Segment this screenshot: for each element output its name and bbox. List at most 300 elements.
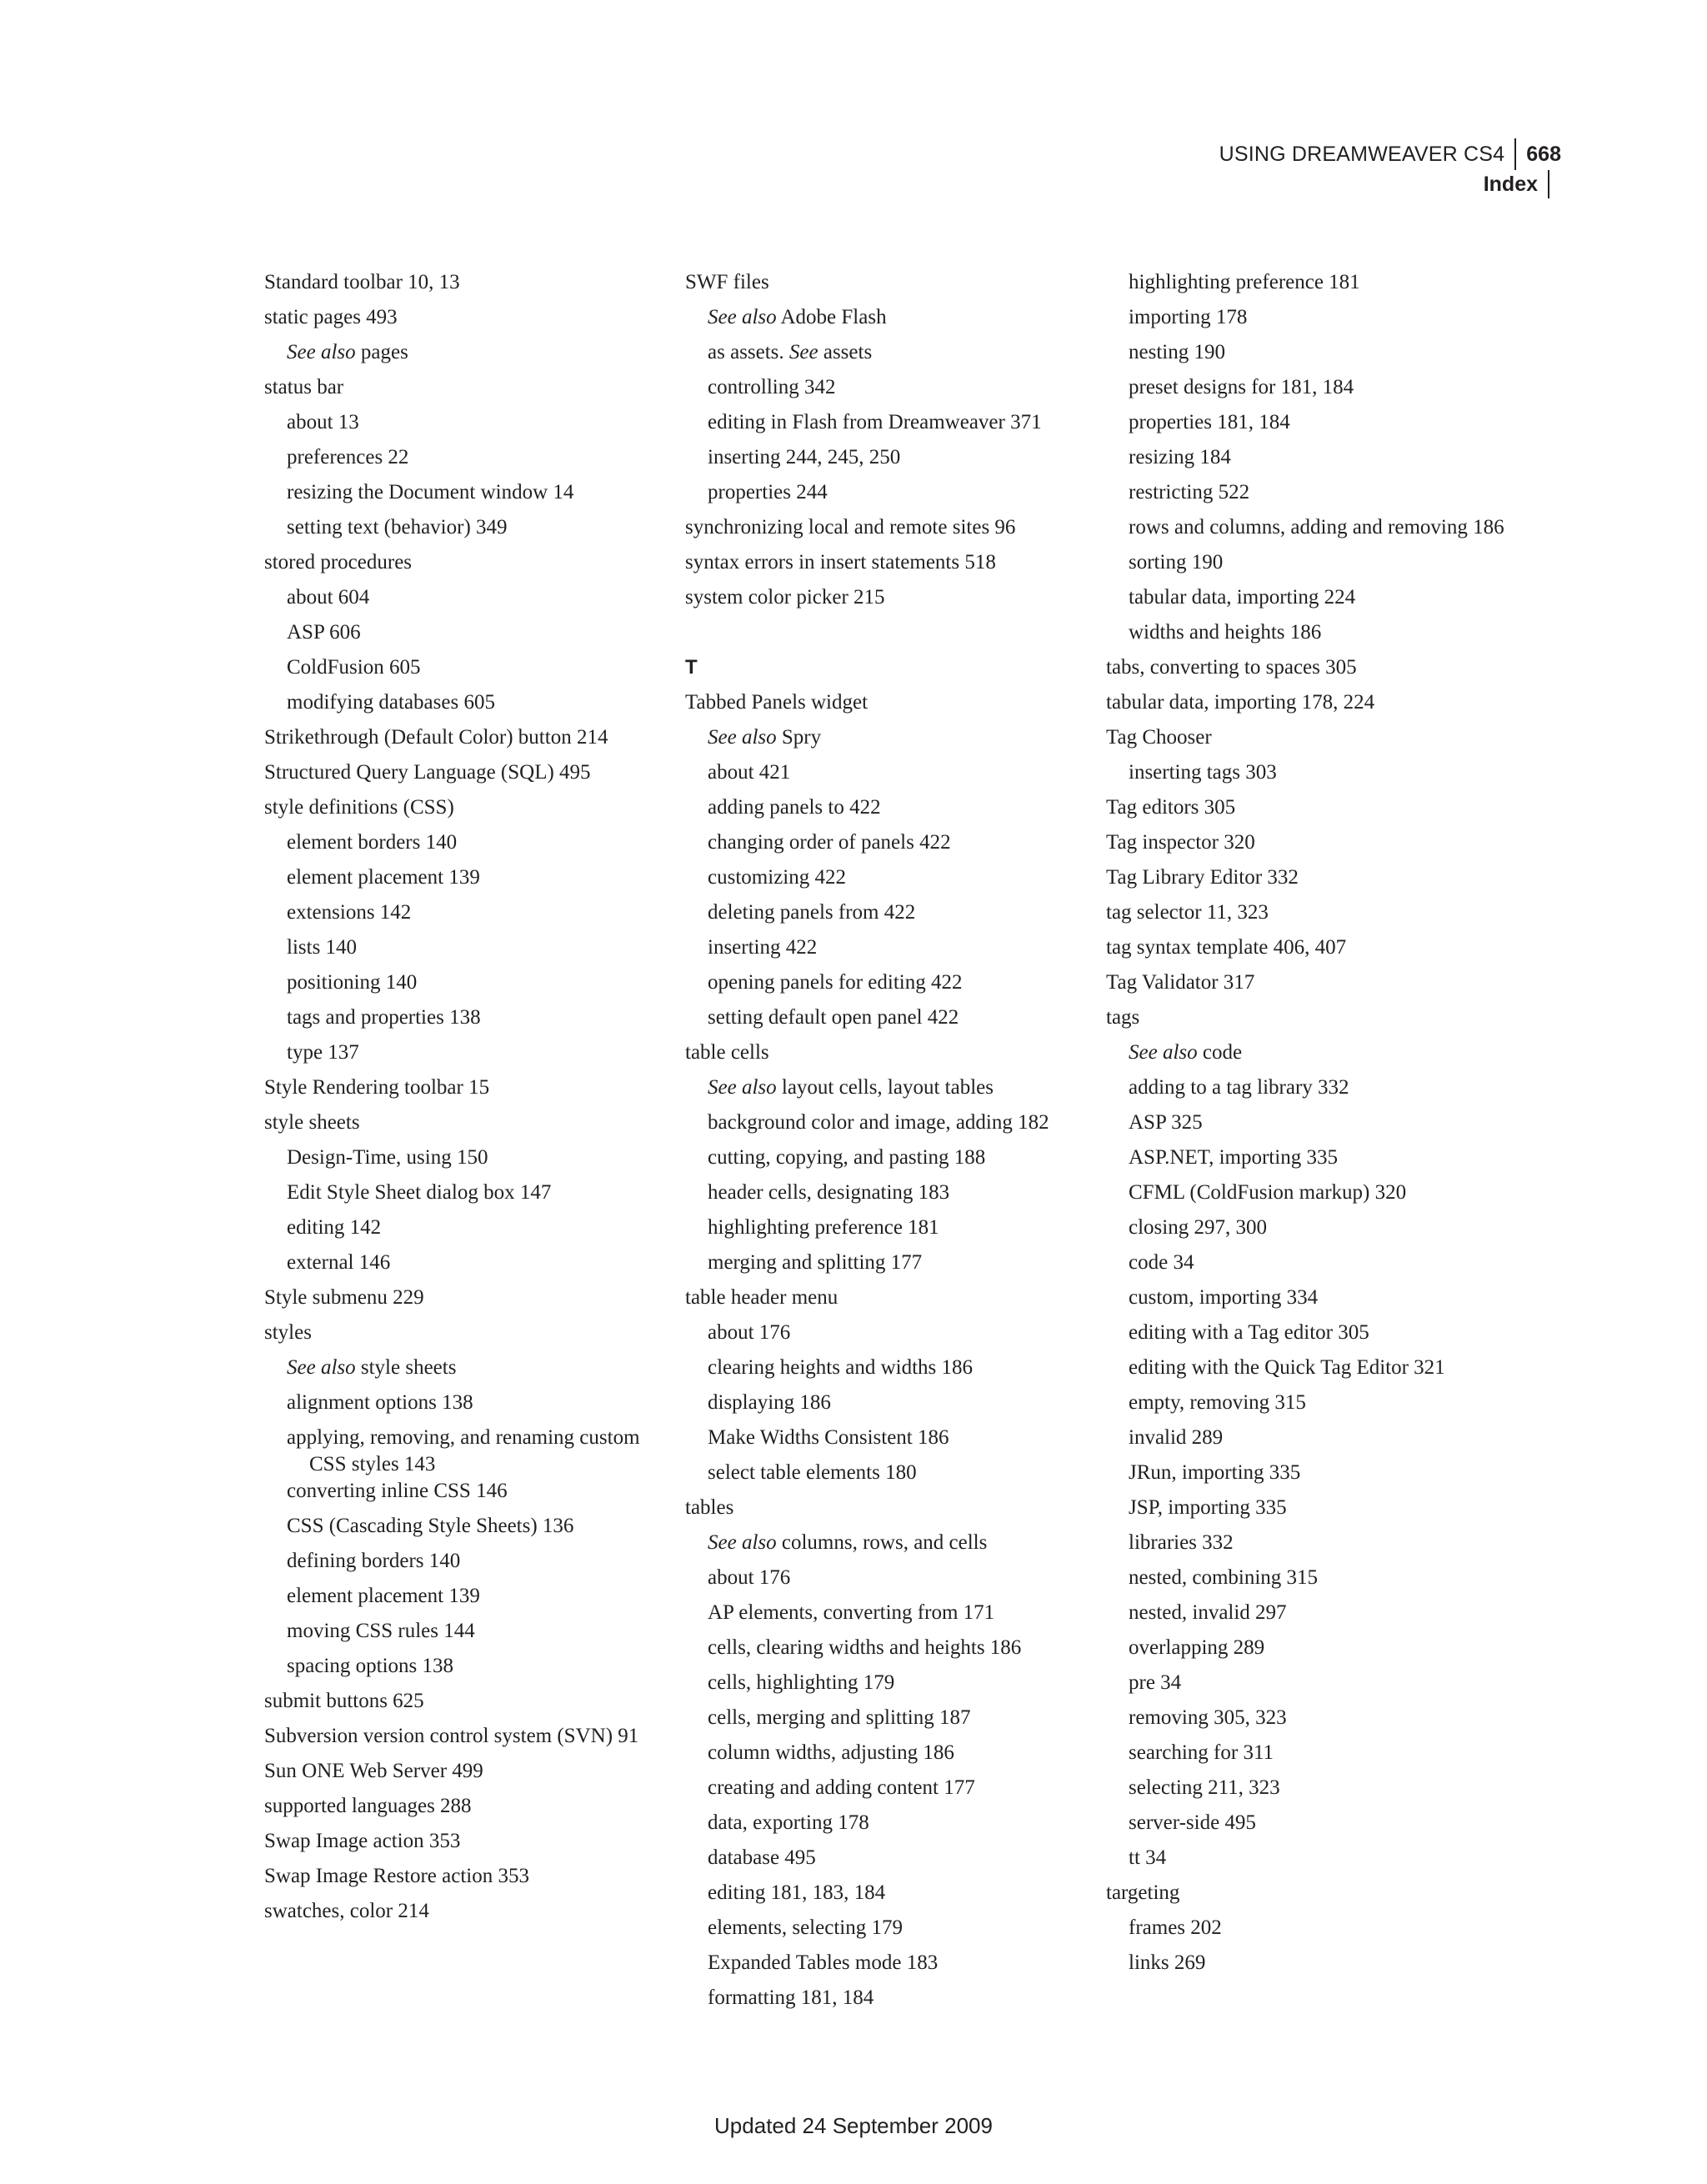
header-rule bbox=[1548, 170, 1561, 198]
index-entry bbox=[264, 1758, 664, 1793]
entry-text: table header menu bbox=[685, 1286, 838, 1309]
entry-text: type 137 bbox=[287, 1041, 359, 1064]
index-subentry bbox=[1106, 1775, 1506, 1810]
entry-text: editing with the Quick Tag Editor 321 bbox=[1129, 1356, 1445, 1379]
entry-text: tag selector 11, 323 bbox=[1106, 901, 1269, 924]
entry-text: Strikethrough (Default Color) button 214 bbox=[264, 726, 608, 749]
index-column-1 bbox=[264, 269, 664, 1933]
entry-text: code bbox=[1197, 1041, 1243, 1064]
index-subentry bbox=[264, 1039, 664, 1074]
index-subentry bbox=[264, 1215, 664, 1250]
index-subentry bbox=[685, 1355, 1085, 1390]
entry-text: select table elements 180 bbox=[708, 1461, 917, 1484]
entry-text: AP elements, converting from 171 bbox=[708, 1601, 995, 1624]
entry-text: merging and splitting 177 bbox=[708, 1251, 923, 1274]
entry-text: importing 178 bbox=[1129, 306, 1248, 328]
index-entry bbox=[1106, 1004, 1506, 1039]
index-subentry bbox=[1106, 549, 1506, 584]
entry-text: style sheets bbox=[355, 1356, 457, 1379]
header-title-row bbox=[1219, 138, 1561, 170]
entry-text: about 176 bbox=[708, 1566, 791, 1589]
entry-text: cells, merging and splitting 187 bbox=[708, 1706, 971, 1729]
index-subentry bbox=[264, 479, 664, 514]
index-subentry bbox=[685, 1145, 1085, 1180]
index-entry bbox=[264, 1074, 664, 1110]
page-number: 668 bbox=[1514, 138, 1561, 170]
entry-text: setting text (behavior) 349 bbox=[287, 516, 508, 538]
index-subentry bbox=[264, 899, 664, 934]
index-subentry bbox=[1106, 1635, 1506, 1670]
entry-text: tables bbox=[685, 1496, 734, 1519]
index-subentry bbox=[264, 584, 664, 619]
index-subentry bbox=[1106, 1425, 1506, 1460]
index-column-3 bbox=[1106, 269, 1506, 1985]
entry-text: syntax errors in insert statements 518 bbox=[685, 551, 996, 574]
index-subentry bbox=[685, 304, 1085, 339]
index-subentry bbox=[1106, 1145, 1506, 1180]
index-subentry bbox=[685, 1600, 1085, 1635]
entry-text: widths and heights 186 bbox=[1129, 621, 1322, 644]
entry-text: element borders 140 bbox=[287, 831, 458, 854]
index-subentry bbox=[264, 1548, 664, 1583]
index-subentry bbox=[685, 1915, 1085, 1950]
entry-text: Tag Library Editor 332 bbox=[1106, 866, 1299, 889]
entry-text: modifying databases 605 bbox=[287, 691, 495, 714]
index-column-2 bbox=[685, 269, 1085, 2020]
entry-text: Adobe Flash bbox=[776, 306, 887, 328]
index-subentry bbox=[685, 1670, 1085, 1705]
entry-text: Tabbed Panels widget bbox=[685, 691, 869, 714]
index-entry bbox=[264, 1828, 664, 1863]
entry-text: static pages 493 bbox=[264, 306, 398, 328]
entry-text: targeting bbox=[1106, 1881, 1180, 1904]
index-subentry bbox=[685, 1985, 1085, 2020]
entry-text: element placement 139 bbox=[287, 1585, 480, 1607]
entry-text: changing order of panels 422 bbox=[708, 831, 951, 854]
entry-text: restricting 522 bbox=[1129, 481, 1250, 503]
index-subentry bbox=[685, 1565, 1085, 1600]
index-subentry bbox=[1106, 339, 1506, 374]
index-entry bbox=[1106, 794, 1506, 829]
entry-text: highlighting preference 181 bbox=[1129, 271, 1360, 293]
entry-text: CSS (Cascading Style Sheets) 136 bbox=[287, 1515, 574, 1537]
index-subentry bbox=[685, 374, 1085, 409]
entry-text: libraries 332 bbox=[1129, 1531, 1234, 1554]
index-subentry bbox=[685, 1775, 1085, 1810]
entry-text: highlighting preference 181 bbox=[708, 1216, 939, 1239]
index-subentry bbox=[685, 1810, 1085, 1845]
entry-text: as assets. bbox=[708, 341, 789, 363]
entry-text: empty, removing 315 bbox=[1129, 1391, 1306, 1414]
entry-text: selecting 211, 323 bbox=[1129, 1776, 1280, 1799]
entry-text: Tag editors 305 bbox=[1106, 796, 1236, 819]
entry-text: inserting 422 bbox=[708, 936, 818, 959]
entry-text: Standard toolbar 10, 13 bbox=[264, 271, 460, 293]
index-subentry bbox=[264, 1478, 664, 1513]
entry-text: style definitions (CSS) bbox=[264, 796, 454, 819]
index-entry bbox=[1106, 724, 1506, 759]
entry-text: about 421 bbox=[708, 761, 791, 784]
entry-text: defining borders 140 bbox=[287, 1550, 461, 1572]
entry-text: Swap Image Restore action 353 bbox=[264, 1865, 529, 1887]
entry-text: ASP 325 bbox=[1129, 1111, 1203, 1134]
index-subentry bbox=[1106, 1039, 1506, 1074]
index-subentry bbox=[264, 654, 664, 689]
entry-text: status bar bbox=[264, 376, 344, 398]
index-subentry bbox=[264, 339, 664, 374]
index-subentry bbox=[264, 1250, 664, 1285]
entry-text: nested, combining 315 bbox=[1129, 1566, 1319, 1589]
entry-text: cells, highlighting 179 bbox=[708, 1671, 895, 1694]
index-entry bbox=[1106, 1880, 1506, 1915]
index-entry bbox=[264, 1793, 664, 1828]
index-subentry bbox=[685, 1110, 1085, 1145]
entry-text: deleting panels from 422 bbox=[708, 901, 916, 924]
entry-text: converting inline CSS 146 bbox=[287, 1480, 508, 1502]
index-subentry bbox=[264, 1004, 664, 1039]
index-letter-heading: T bbox=[685, 656, 698, 679]
entry-text: links 269 bbox=[1129, 1951, 1206, 1974]
index-entry bbox=[1106, 654, 1506, 689]
index-subentry bbox=[685, 759, 1085, 794]
entry-text: CFML (ColdFusion markup) 320 bbox=[1129, 1181, 1407, 1204]
entry-text: editing with a Tag editor 305 bbox=[1129, 1321, 1369, 1344]
entry-text: Style Rendering toolbar 15 bbox=[264, 1076, 490, 1099]
entry-text: adding to a tag library 332 bbox=[1129, 1076, 1349, 1099]
entry-text: database 495 bbox=[708, 1846, 816, 1869]
entry-text: external 146 bbox=[287, 1251, 391, 1274]
entry-text: JRun, importing 335 bbox=[1129, 1461, 1301, 1484]
index-subentry bbox=[264, 689, 664, 724]
index-subentry bbox=[685, 794, 1085, 829]
index-subentry bbox=[264, 409, 664, 444]
entry-text: preset designs for 181, 184 bbox=[1129, 376, 1354, 398]
entry-text-cont: assets bbox=[818, 341, 873, 363]
entry-text: table cells bbox=[685, 1041, 769, 1064]
entry-text: columns, rows, and cells bbox=[776, 1531, 988, 1554]
index-subentry bbox=[1106, 1950, 1506, 1985]
index-subentry bbox=[1106, 304, 1506, 339]
entry-text: Style submenu 229 bbox=[264, 1286, 424, 1309]
see-also-label: See also bbox=[287, 341, 356, 363]
running-header bbox=[1219, 138, 1561, 198]
index-entry bbox=[1106, 689, 1506, 724]
index-subentry bbox=[685, 1180, 1085, 1215]
entry-text: stored procedures bbox=[264, 551, 413, 574]
entry-text: editing in Flash from Dreamweaver 371 bbox=[708, 411, 1042, 433]
index-subentry bbox=[264, 1618, 664, 1653]
index-subentry bbox=[685, 1215, 1085, 1250]
index-subentry bbox=[1106, 444, 1506, 479]
entry-text: setting default open panel 422 bbox=[708, 1006, 959, 1029]
header-section-row bbox=[1219, 170, 1561, 198]
entry-text: Design-Time, using 150 bbox=[287, 1146, 488, 1169]
index-entry bbox=[685, 584, 1085, 619]
entry-text: data, exporting 178 bbox=[708, 1811, 869, 1834]
entry-text: customizing 422 bbox=[708, 866, 846, 889]
entry-text: system color picker 215 bbox=[685, 586, 885, 609]
index-entry bbox=[685, 1285, 1085, 1320]
index-subentry bbox=[1106, 1705, 1506, 1740]
entry-text: tags bbox=[1106, 1006, 1140, 1029]
index-entry bbox=[685, 549, 1085, 584]
entry-text: server-side 495 bbox=[1129, 1811, 1256, 1834]
index-entry bbox=[685, 1495, 1085, 1530]
index-subentry bbox=[264, 1425, 664, 1478]
index-subentry bbox=[685, 829, 1085, 864]
index-subentry bbox=[1106, 759, 1506, 794]
entry-text: header cells, designating 183 bbox=[708, 1181, 950, 1204]
entry-text: submit buttons 625 bbox=[264, 1690, 424, 1712]
index-entry bbox=[685, 689, 1085, 724]
entry-text: Swap Image action 353 bbox=[264, 1830, 461, 1852]
see-label: See bbox=[788, 341, 818, 363]
index-subentry bbox=[1106, 1285, 1506, 1320]
entry-text: clearing heights and widths 186 bbox=[708, 1356, 973, 1379]
index-entry bbox=[264, 1898, 664, 1933]
entry-text: about 13 bbox=[287, 411, 359, 433]
entry-text: resizing the Document window 14 bbox=[287, 481, 574, 503]
index-subentry bbox=[685, 1530, 1085, 1565]
index-subentry bbox=[1106, 1074, 1506, 1110]
index-subentry bbox=[1106, 1670, 1506, 1705]
index-subentry bbox=[1106, 619, 1506, 654]
index-entry bbox=[264, 1110, 664, 1145]
index-subentry bbox=[264, 934, 664, 969]
index-subentry bbox=[685, 724, 1085, 759]
index-subentry bbox=[685, 1074, 1085, 1110]
entry-text: cutting, copying, and pasting 188 bbox=[708, 1146, 986, 1169]
entry-text: element placement 139 bbox=[287, 866, 480, 889]
index-subentry bbox=[1106, 1215, 1506, 1250]
entry-text: editing 181, 183, 184 bbox=[708, 1881, 886, 1904]
index-entry bbox=[685, 269, 1085, 304]
see-also-label: See also bbox=[708, 726, 777, 749]
entry-text: preferences 22 bbox=[287, 446, 409, 468]
entry-text: Make Widths Consistent 186 bbox=[708, 1426, 949, 1449]
index-entry bbox=[264, 724, 664, 759]
entry-text: properties 244 bbox=[708, 481, 828, 503]
index-subentry bbox=[685, 444, 1085, 479]
entry-text: about 604 bbox=[287, 586, 370, 609]
entry-text: moving CSS rules 144 bbox=[287, 1620, 475, 1642]
index-subentry bbox=[685, 1845, 1085, 1880]
index-entry bbox=[264, 794, 664, 829]
see-also-label: See also bbox=[708, 306, 777, 328]
index-subentry bbox=[1106, 269, 1506, 304]
entry-text: background color and image, adding 182 bbox=[708, 1111, 1049, 1134]
index-entry bbox=[264, 1320, 664, 1355]
entry-text: swatches, color 214 bbox=[264, 1900, 429, 1922]
entry-text: formatting 181, 184 bbox=[708, 1986, 874, 2009]
index-subentry bbox=[1106, 1600, 1506, 1635]
entry-text: inserting tags 303 bbox=[1129, 761, 1277, 784]
index-entry bbox=[1106, 864, 1506, 899]
index-subentry bbox=[1106, 1845, 1506, 1880]
index-subentry bbox=[685, 864, 1085, 899]
entry-text: invalid 289 bbox=[1129, 1426, 1224, 1449]
index-subentry bbox=[264, 1355, 664, 1390]
document-title: USING DREAMWEAVER CS4 bbox=[1219, 143, 1505, 166]
entry-text: ASP.NET, importing 335 bbox=[1129, 1146, 1338, 1169]
entry-text: creating and adding content 177 bbox=[708, 1776, 975, 1799]
entry-text: about 176 bbox=[708, 1321, 791, 1344]
index-subentry bbox=[685, 1390, 1085, 1425]
index-subentry bbox=[264, 514, 664, 549]
entry-text: tt 34 bbox=[1129, 1846, 1167, 1869]
entry-text: Spry bbox=[776, 726, 822, 749]
index-subentry bbox=[264, 1180, 664, 1215]
entry-text: nesting 190 bbox=[1129, 341, 1225, 363]
entry-text: closing 297, 300 bbox=[1129, 1216, 1267, 1239]
index-subentry bbox=[685, 1635, 1085, 1670]
index-subentry bbox=[264, 1513, 664, 1548]
index-entry bbox=[264, 1723, 664, 1758]
entry-text: sorting 190 bbox=[1129, 551, 1224, 574]
index-subentry bbox=[1106, 1810, 1506, 1845]
index-entry bbox=[264, 269, 664, 304]
index-entry bbox=[264, 374, 664, 409]
index-subentry bbox=[1106, 1495, 1506, 1530]
index-subentry bbox=[264, 829, 664, 864]
entry-text: tags and properties 138 bbox=[287, 1006, 481, 1029]
entry-text: Edit Style Sheet dialog box 147 bbox=[287, 1181, 552, 1204]
index-subentry bbox=[685, 1320, 1085, 1355]
index-entry bbox=[264, 1285, 664, 1320]
index-subentry bbox=[264, 864, 664, 899]
index-subentry bbox=[685, 339, 1085, 374]
index-subentry bbox=[685, 899, 1085, 934]
entry-text: style sheets bbox=[264, 1111, 360, 1134]
index-subentry bbox=[685, 1705, 1085, 1740]
index-subentry bbox=[1106, 1355, 1506, 1390]
see-also-label: See also bbox=[708, 1531, 777, 1554]
entry-text: displaying 186 bbox=[708, 1391, 831, 1414]
entry-text: Subversion version control system (SVN) 91 bbox=[264, 1725, 639, 1747]
entry-text: alignment options 138 bbox=[287, 1391, 473, 1414]
entry-text: positioning 140 bbox=[287, 971, 418, 994]
index-subentry bbox=[264, 1583, 664, 1618]
index-subentry bbox=[1106, 1250, 1506, 1285]
page-footer: Updated 24 September 2009 bbox=[714, 2113, 993, 2138]
entry-text: JSP, importing 335 bbox=[1129, 1496, 1287, 1519]
index-subentry bbox=[1106, 1530, 1506, 1565]
index-entry bbox=[264, 304, 664, 339]
index-subentry bbox=[1106, 374, 1506, 409]
entry-text: properties 181, 184 bbox=[1129, 411, 1290, 433]
index-entry bbox=[1106, 969, 1506, 1004]
entry-text: lists 140 bbox=[287, 936, 358, 959]
index-subentry bbox=[1106, 479, 1506, 514]
index-subentry bbox=[1106, 1915, 1506, 1950]
index-subentry bbox=[1106, 1460, 1506, 1495]
index-subentry bbox=[685, 1880, 1085, 1915]
entry-text: opening panels for editing 422 bbox=[708, 971, 963, 994]
entry-text: Expanded Tables mode 183 bbox=[708, 1951, 939, 1974]
entry-text: Tag Chooser bbox=[1106, 726, 1212, 749]
index-subentry bbox=[1106, 1390, 1506, 1425]
entry-text: tag syntax template 406, 407 bbox=[1106, 936, 1347, 959]
entry-text: rows and columns, adding and removing 186 bbox=[1129, 516, 1504, 538]
entry-text: synchronizing local and remote sites 96 bbox=[685, 516, 1016, 538]
index-entry bbox=[1106, 899, 1506, 934]
see-also-label: See also bbox=[287, 1356, 356, 1379]
index-entry bbox=[264, 549, 664, 584]
see-also-label: See also bbox=[708, 1076, 777, 1099]
index-subentry bbox=[685, 1950, 1085, 1985]
entry-text: nested, invalid 297 bbox=[1129, 1601, 1287, 1624]
entry-text: inserting 244, 245, 250 bbox=[708, 446, 901, 468]
entry-text: searching for 311 bbox=[1129, 1741, 1274, 1764]
entry-text: tabular data, importing 224 bbox=[1129, 586, 1356, 609]
entry-text: controlling 342 bbox=[708, 376, 836, 398]
entry-text: tabs, converting to spaces 305 bbox=[1106, 656, 1357, 679]
index-subentry bbox=[264, 969, 664, 1004]
index-entry bbox=[685, 1039, 1085, 1074]
index-entry bbox=[264, 1863, 664, 1898]
entry-text: pages bbox=[355, 341, 408, 363]
entry-text: pre 34 bbox=[1129, 1671, 1182, 1694]
entry-text: column widths, adjusting 186 bbox=[708, 1741, 954, 1764]
index-subentry bbox=[685, 1740, 1085, 1775]
entry-text: adding panels to 422 bbox=[708, 796, 881, 819]
index-entry bbox=[1106, 829, 1506, 864]
see-also-label: See also bbox=[1129, 1041, 1198, 1064]
index-subentry bbox=[1106, 584, 1506, 619]
index-subentry bbox=[685, 409, 1085, 444]
entry-text: extensions 142 bbox=[287, 901, 412, 924]
index-subentry bbox=[1106, 1740, 1506, 1775]
index-subentry bbox=[685, 1425, 1085, 1460]
entry-text: resizing 184 bbox=[1129, 446, 1231, 468]
index-subentry bbox=[264, 1653, 664, 1688]
index-subentry bbox=[1106, 1110, 1506, 1145]
entry-text: layout cells, layout tables bbox=[776, 1076, 994, 1099]
index-subentry bbox=[1106, 1320, 1506, 1355]
entry-text: Tag Validator 317 bbox=[1106, 971, 1255, 994]
section-title: Index bbox=[1483, 173, 1538, 196]
index-subentry bbox=[264, 1145, 664, 1180]
index-entry bbox=[264, 1688, 664, 1723]
index-subentry bbox=[685, 969, 1085, 1004]
index-subentry bbox=[1106, 409, 1506, 444]
entry-text: editing 142 bbox=[287, 1216, 382, 1239]
index-subentry bbox=[1106, 514, 1506, 549]
index-subentry bbox=[685, 1004, 1085, 1039]
index-subentry bbox=[685, 1460, 1085, 1495]
index-entry bbox=[685, 514, 1085, 549]
entry-text: spacing options 138 bbox=[287, 1655, 453, 1677]
entry-text: cells, clearing widths and heights 186 bbox=[708, 1636, 1022, 1659]
entry-text: styles bbox=[264, 1321, 312, 1344]
entry-text: Structured Query Language (SQL) 495 bbox=[264, 761, 591, 784]
entry-text: code 34 bbox=[1129, 1251, 1194, 1274]
index-entry bbox=[1106, 934, 1506, 969]
entry-text: Sun ONE Web Server 499 bbox=[264, 1760, 483, 1782]
index-subentry bbox=[1106, 1180, 1506, 1215]
entry-text: elements, selecting 179 bbox=[708, 1916, 903, 1939]
entry-text: overlapping 289 bbox=[1129, 1636, 1265, 1659]
index-subentry bbox=[264, 619, 664, 654]
entry-text: custom, importing 334 bbox=[1129, 1286, 1319, 1309]
entry-text: tabular data, importing 178, 224 bbox=[1106, 691, 1375, 714]
entry-text: Tag inspector 320 bbox=[1106, 831, 1255, 854]
index-entry bbox=[264, 759, 664, 794]
index-subentry bbox=[685, 934, 1085, 969]
entry-text: supported languages 288 bbox=[264, 1795, 472, 1817]
index-subentry bbox=[685, 1250, 1085, 1285]
index-subentry bbox=[264, 444, 664, 479]
